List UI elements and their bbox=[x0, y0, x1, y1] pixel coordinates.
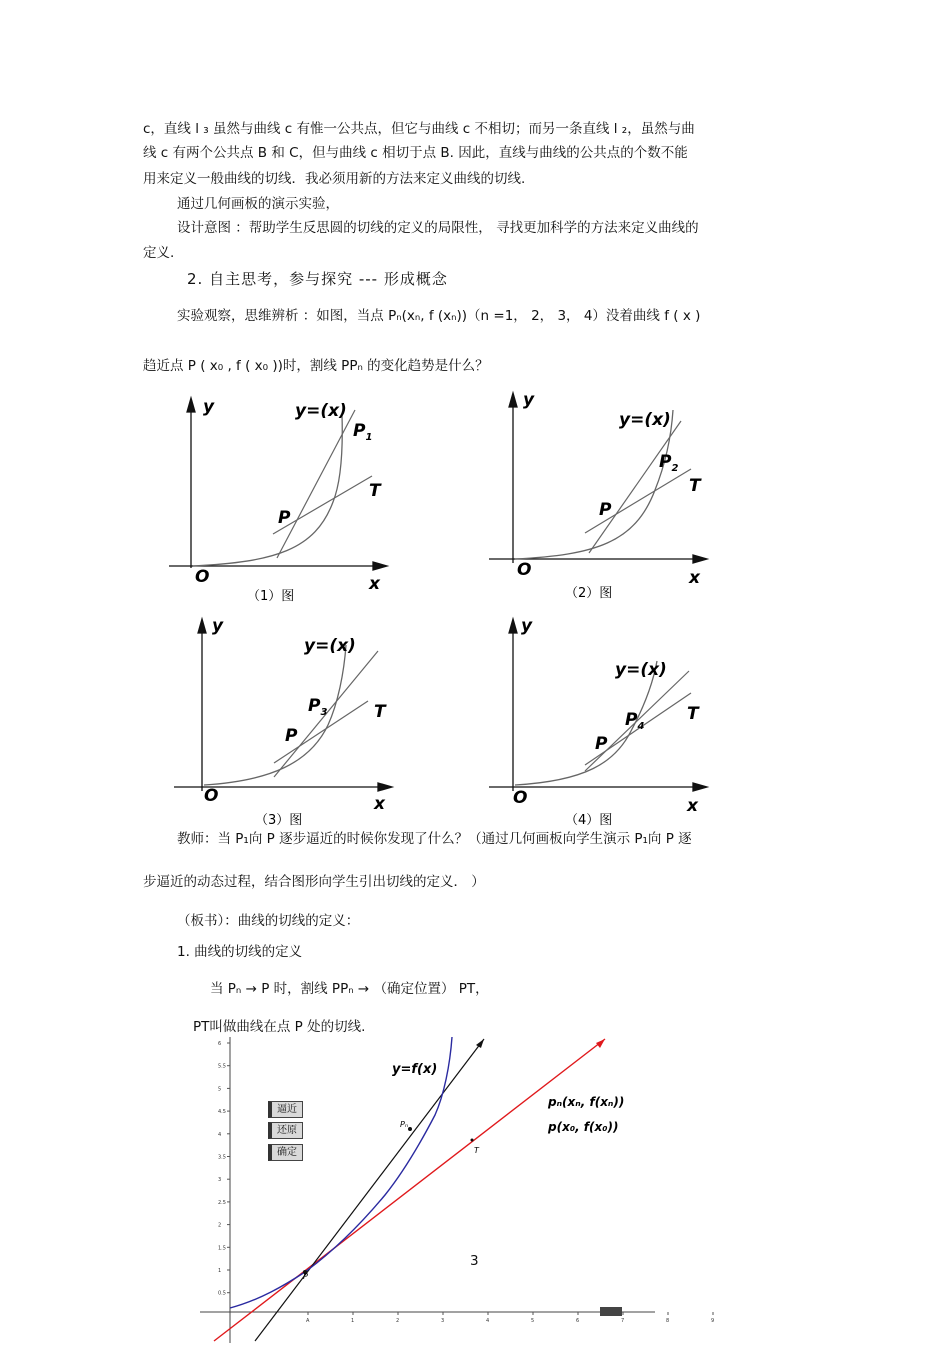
figure-3 bbox=[170, 613, 410, 833]
y-tick-label: 0.5 bbox=[218, 1290, 226, 1297]
sketchpad-axes bbox=[200, 1037, 713, 1343]
experiment-line2: 趋近点 P ( x₀ , f ( x₀ ))时，割线 PPₙ 的变化趋势是什么？ bbox=[143, 358, 489, 374]
figure-1-origin-label: O bbox=[195, 567, 210, 587]
confirm-button[interactable]: 确定 bbox=[268, 1144, 303, 1161]
y-tick-label: 4 bbox=[218, 1131, 222, 1138]
y-tick-label: 6 bbox=[218, 1041, 222, 1047]
figure-1-caption: （1）图 bbox=[247, 589, 295, 604]
figure-1-secant-point-label: $P_1$ bbox=[353, 421, 373, 443]
legend-pn: pₙ(xₙ, f(xₙ)) bbox=[548, 1095, 625, 1109]
secant-arrow bbox=[476, 1039, 484, 1048]
secant-line bbox=[255, 1039, 484, 1341]
definition-line1: 当 Pₙ → P 时，割线 PPₙ → （确定位置） PT， bbox=[210, 981, 489, 997]
figure-4-x-label: x bbox=[687, 796, 698, 816]
tangent-arrow bbox=[596, 1039, 605, 1048]
figure-2-secant bbox=[589, 421, 681, 553]
y-tick-label: 3.5 bbox=[218, 1154, 226, 1161]
figure-3-curve-label: y=(x) bbox=[304, 636, 356, 656]
figure-3-x-label: x bbox=[374, 794, 385, 814]
figure-2-point-label: P bbox=[599, 500, 612, 520]
figure-1-tangent-label: T bbox=[369, 481, 381, 501]
y-tick-label: 3 bbox=[218, 1177, 222, 1184]
figure-1-x-label: x bbox=[369, 574, 380, 594]
board-note: （板书）：曲线的切线的定义： bbox=[177, 913, 360, 929]
design-intent-line2: 定义. bbox=[143, 245, 175, 261]
x-tick-label: 3 bbox=[441, 1318, 445, 1324]
teacher-line2: 步逼近的动态过程，结合图形向学生引出切线的定义． ） bbox=[143, 874, 485, 890]
y-tick-label: 5 bbox=[218, 1086, 222, 1093]
figure-2-x-label: x bbox=[689, 568, 700, 588]
figure-3-secant-point-label: $P_3$ bbox=[308, 696, 328, 718]
x-tick-label: 2 bbox=[396, 1318, 400, 1324]
x-tick-label: 6 bbox=[576, 1318, 580, 1324]
approach-button[interactable]: 逼近 bbox=[268, 1101, 303, 1118]
x-tick-label: 5 bbox=[531, 1318, 535, 1324]
section-heading: 2. 自主思考，参与探究 --- 形成概念 bbox=[187, 270, 448, 288]
figure-2-axes bbox=[489, 393, 707, 563]
figure-4-origin-label: O bbox=[513, 788, 528, 808]
curve-fx bbox=[230, 1037, 452, 1308]
para1-line1: c，直线 l ₃ 虽然与曲线 c 有惟一公共点，但它与曲线 c 不相切；而另一条直线 l ₂，虽然与曲 bbox=[143, 121, 695, 137]
figure-4-secant-point-label: $P_4$ bbox=[625, 710, 645, 732]
figure-3-caption: （3）图 bbox=[255, 813, 303, 828]
pn-label: Pₙ bbox=[400, 1120, 409, 1129]
curve-fx-label: y=f(x) bbox=[392, 1062, 438, 1077]
p-label: P bbox=[303, 1272, 308, 1281]
figure-3-y-label: y bbox=[212, 616, 224, 636]
y-tick-label: 2 bbox=[218, 1222, 222, 1229]
para1-line3: 用来定义一般曲线的切线．我必须用新的方法来定义曲线的切线. bbox=[143, 171, 526, 187]
figure-3-origin-label: O bbox=[204, 786, 219, 806]
x-tick-label: 1 bbox=[351, 1318, 355, 1324]
figure-2-origin-label: O bbox=[517, 560, 532, 580]
figure-2-tangent-label: T bbox=[689, 476, 701, 496]
x-tick-label: A bbox=[306, 1318, 310, 1324]
figure-1-point-label: P bbox=[278, 508, 291, 528]
y-tick-label: 4.5 bbox=[218, 1109, 226, 1116]
para2: 通过几何画板的演示实验， bbox=[177, 196, 339, 212]
figure-1-secant bbox=[277, 410, 355, 558]
figure-1 bbox=[165, 390, 405, 610]
page-number: 3 bbox=[470, 1253, 479, 1269]
y-tick-label: 1 bbox=[218, 1268, 222, 1274]
t-label: T bbox=[474, 1146, 479, 1155]
y-tick-label: 2.5 bbox=[218, 1199, 226, 1206]
figure-4-caption: （4）图 bbox=[565, 813, 613, 828]
figure-4-y-label: y bbox=[521, 616, 533, 636]
restore-button[interactable]: 还原 bbox=[268, 1122, 303, 1139]
x-tick-label: 4 bbox=[486, 1318, 490, 1324]
figure-4-tangent-label: T bbox=[687, 704, 699, 724]
y-tick-label: 1.5 bbox=[218, 1245, 226, 1252]
figure-1-y-label: y bbox=[203, 397, 215, 417]
teacher-line1: 教师：当 P₁向 P 逐步逼近的时候你发现了什么？（通过几何画板向学生演示 P₁向 P 逐 bbox=[177, 831, 692, 847]
experiment-line1: 实验观察，思维辨析 ：如图，当点 Pₙ(xₙ, f (xₙ))（n =1， 2， 3， 4）没着曲线 f ( x ) bbox=[177, 308, 701, 324]
figure-1-curve bbox=[193, 415, 342, 566]
x-tick-label: 9 bbox=[711, 1318, 715, 1324]
figure-2-caption: （2）图 bbox=[565, 586, 613, 601]
y-tick-label: 5.5 bbox=[218, 1063, 226, 1070]
x-tick-label: 8 bbox=[666, 1318, 670, 1324]
figure-2-curve-label: y=(x) bbox=[619, 410, 671, 430]
figure-1-curve-label: y=(x) bbox=[295, 401, 347, 421]
tangent-line bbox=[214, 1039, 605, 1341]
x-tick-label: 7 bbox=[621, 1318, 625, 1324]
para1-line2: 线 c 有两个公共点 B 和 C，但与曲线 c 相切于点 B. 因此，直线与曲线的公共点的个数不能 bbox=[143, 145, 688, 161]
figure-4 bbox=[485, 613, 725, 833]
design-intent-line1: 设计意图 ：帮助学生反思圆的切线的定义的局限性， 寻找更加科学的方法来定义曲线的 bbox=[177, 220, 699, 236]
figure-2 bbox=[485, 385, 725, 605]
figure-3-point-label: P bbox=[285, 726, 298, 746]
point-pn bbox=[408, 1127, 412, 1131]
figure-2-secant-point-label: $P_2$ bbox=[659, 452, 679, 474]
scroll-handle[interactable] bbox=[600, 1307, 622, 1316]
figure-4-point-label: P bbox=[595, 734, 608, 754]
figure-2-y-label: y bbox=[523, 390, 535, 410]
sketchpad-graph bbox=[200, 1035, 715, 1345]
definition-line2: PT叫做曲线在点 P 处的切线. bbox=[193, 1019, 366, 1035]
figure-4-curve-label: y=(x) bbox=[615, 660, 667, 680]
legend-p: p(x₀, f(x₀)) bbox=[548, 1120, 619, 1134]
definition-title: 1. 曲线的切线的定义 bbox=[177, 944, 303, 960]
figure-2-curve bbox=[515, 410, 673, 559]
figure-3-tangent-label: T bbox=[374, 702, 386, 722]
point-t bbox=[471, 1139, 474, 1142]
